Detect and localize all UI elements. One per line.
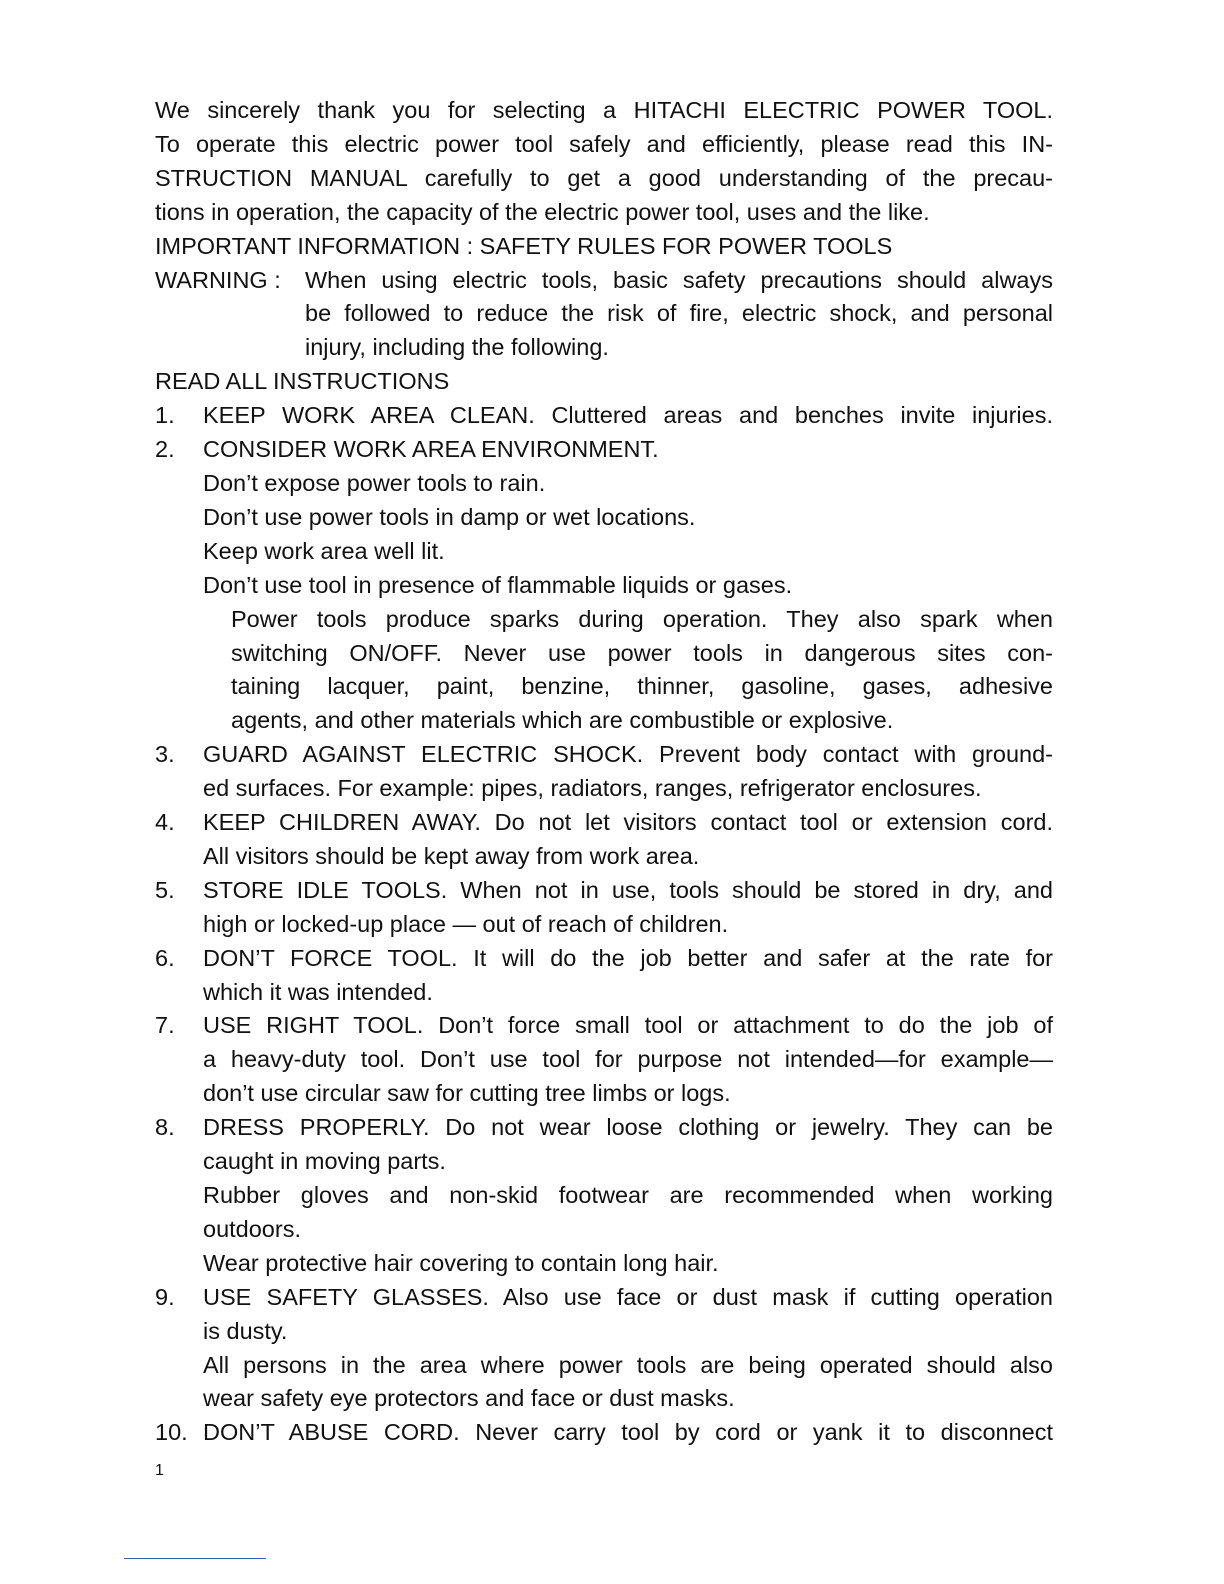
rule-item: [155, 1111, 1053, 1281]
rule-line: CONSIDER WORK AREA ENVIRONMENT.: [203, 436, 659, 463]
rule-line: which it was intended.: [203, 978, 433, 1005]
rule-line: outdoors.: [203, 1215, 301, 1242]
rule-note-line: taining lacquer, paint, benzine, thinner, gasoline, gases, adhesive: [231, 673, 1053, 700]
rule-line: wear safety eye protectors and face or dust masks.: [203, 1385, 735, 1412]
rule-number: 7.: [155, 1012, 175, 1039]
rule-item: [155, 806, 1053, 874]
page-footmark: 1: [155, 1462, 164, 1479]
rule-line: Wear protective hair covering to contain long hair.: [203, 1249, 719, 1276]
intro-line: To operate this electric power tool safely and efficiently, please read this IN-: [155, 130, 1053, 157]
rule-number: 6.: [155, 944, 175, 971]
warning-line: be followed to reduce the risk of fire, electric shock, and personal: [305, 300, 1053, 327]
rule-item: [155, 1009, 1053, 1111]
rule-number: 8.: [155, 1114, 175, 1141]
rule-line: STORE IDLE TOOLS. When not in use, tools should be stored in dry, and: [203, 876, 1053, 903]
rule-subline: Don’t use tool in presence of flammable liquids or gases.: [203, 571, 793, 598]
rule-line: KEEP CHILDREN AWAY. Do not let visitors contact tool or extension cord.: [203, 809, 1053, 836]
rule-line: DON’T FORCE TOOL. It will do the job better and safer at the rate for: [203, 944, 1053, 971]
rule-note-line: Power tools produce sparks during operation. They also spark when: [231, 605, 1053, 632]
rule-item: [155, 1416, 1053, 1450]
rule-item: [155, 399, 1053, 433]
warning-line: When using electric tools, basic safety precautions should always: [305, 266, 1053, 293]
footer-rule: [124, 1558, 266, 1559]
rule-line: is dusty.: [203, 1317, 288, 1344]
read-all-heading: READ ALL INSTRUCTIONS: [155, 368, 450, 395]
rule-line: ed surfaces. For example: pipes, radiators, ranges, refrigerator enclosures.: [203, 775, 982, 802]
intro-line: tions in operation, the capacity of the electric power tool, uses and the like.: [155, 198, 930, 225]
rule-line: USE SAFETY GLASSES. Also use face or dust mask if cutting operation: [203, 1283, 1053, 1310]
rule-line: DRESS PROPERLY. Do not wear loose clothing or jewelry. They can be: [203, 1114, 1053, 1141]
rule-subline: Don’t use power tools in damp or wet locations.: [203, 503, 696, 530]
rule-line: caught in moving parts.: [203, 1148, 446, 1175]
rule-item: [155, 738, 1053, 806]
rule-number: 9.: [155, 1283, 175, 1310]
rule-number: 4.: [155, 809, 175, 836]
warning-block: [155, 264, 1053, 366]
rule-line: All visitors should be kept away from work area.: [203, 842, 700, 869]
warning-label: WARNING :: [155, 266, 281, 293]
rule-number: 2.: [155, 436, 175, 463]
rule-subline: Don’t expose power tools to rain.: [203, 469, 546, 496]
rule-item: [155, 874, 1053, 942]
rule-line: GUARD AGAINST ELECTRIC SHOCK. Prevent body contact with ground-: [203, 741, 1053, 768]
rule-line: Rubber gloves and non-skid footwear are recommended when working: [203, 1182, 1053, 1208]
rule-number: 3.: [155, 741, 175, 768]
manual-page: [155, 94, 1053, 1450]
rule-line: All persons in the area where power tools are being operated should also: [203, 1351, 1053, 1378]
rule-line: don’t use circular saw for cutting tree limbs or logs.: [203, 1080, 731, 1107]
intro-line: STRUCTION MANUAL carefully to get a good understanding of the precau-: [155, 164, 1053, 191]
rule-line: a heavy-duty tool. Don’t use tool for purpose not intended—for example—: [203, 1046, 1053, 1073]
rule-note-line: agents, and other materials which are combustible or explosive.: [231, 707, 894, 734]
rule-item: [155, 1281, 1053, 1417]
rule-item: [155, 942, 1053, 1010]
rule-subline: Keep work area well lit.: [203, 537, 445, 564]
warning-line: injury, including the following.: [305, 334, 609, 361]
rule-line: DON’T ABUSE CORD. Never carry tool by cord or yank it to disconnect: [203, 1419, 1053, 1446]
rule-number: 5.: [155, 876, 175, 903]
warning-text: [305, 264, 1053, 366]
rule-note-line: switching ON/OFF. Never use power tools in dangerous sites con-: [231, 639, 1053, 666]
rule-line: KEEP WORK AREA CLEAN. Cluttered areas and benches invite injuries.: [203, 402, 1053, 429]
intro-line: We sincerely thank you for selecting a HITACHI ELECTRIC POWER TOOL.: [155, 97, 1053, 123]
rule-number: 1.: [155, 402, 175, 429]
rule-line: USE RIGHT TOOL. Don’t force small tool or attachment to do the job of: [203, 1012, 1053, 1039]
important-heading: IMPORTANT INFORMATION : SAFETY RULES FOR POWER TOOLS: [155, 232, 893, 259]
rule-item: [155, 433, 1053, 467]
rule-number: 10.: [155, 1419, 188, 1446]
rule-line: high or locked-up place — out of reach of children.: [203, 910, 729, 937]
